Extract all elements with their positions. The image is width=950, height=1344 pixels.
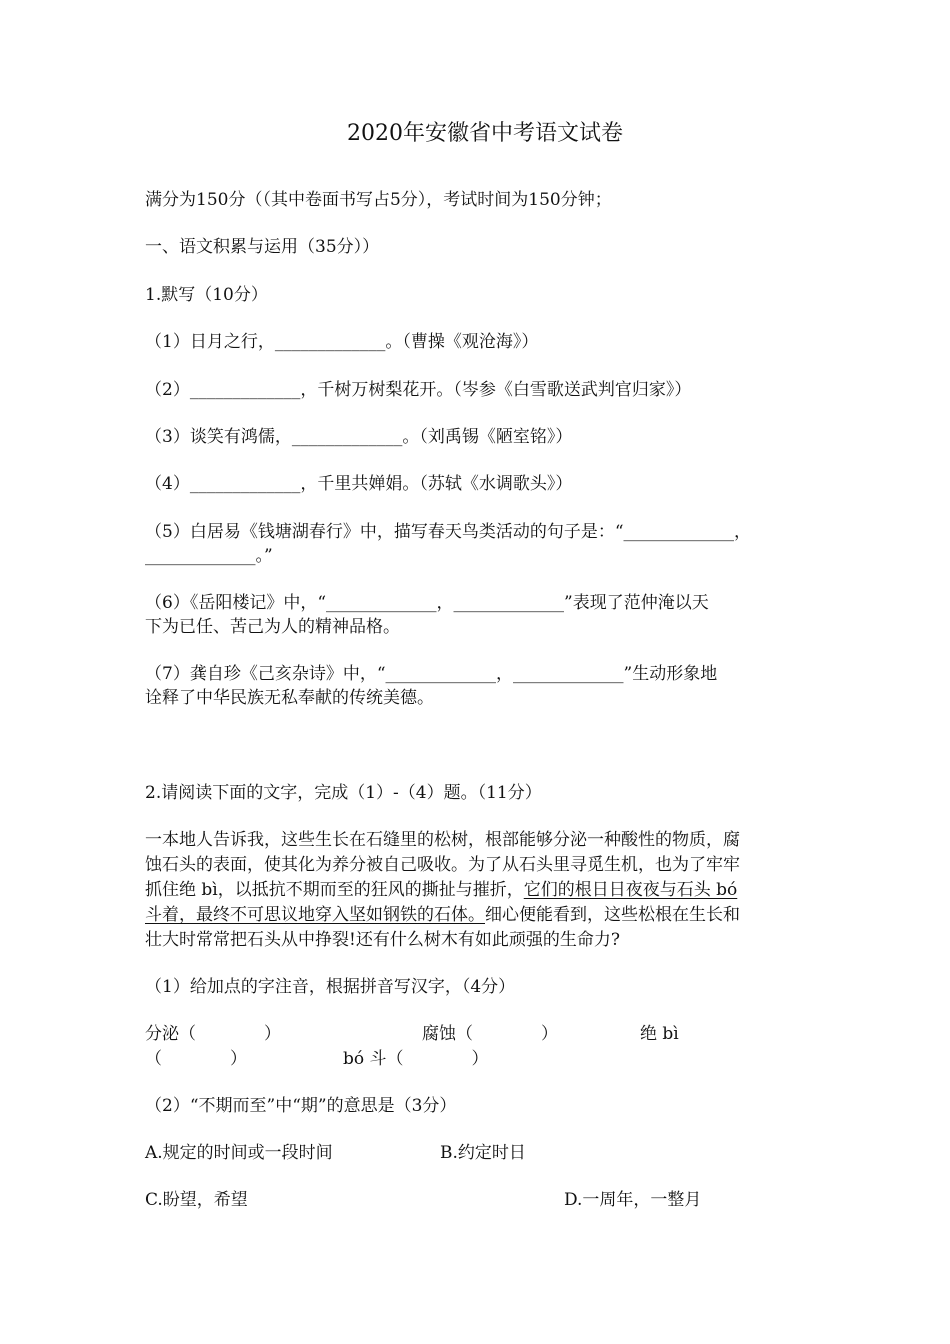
- question-1-item: 诠释了中华民族无私奉献的传统美德。: [145, 688, 434, 708]
- sub-question-2-heading: （2）“不期而至”中“期”的意思是（3分）: [145, 1096, 457, 1116]
- passage-line: [145, 903, 740, 927]
- section-heading: 一、语文积累与运用（35分））: [145, 237, 380, 257]
- question-1-item: （4）_____________，千里共婵娟。（苏轼《水调歌头》）: [145, 474, 573, 494]
- underlined-sentence: 斗着，最终不可思议地穿入坚如钢铁的石体。: [145, 905, 485, 925]
- pinyin-blank-d: （ ）: [145, 1049, 247, 1069]
- pinyin-blank-a: 分泌（ ）: [145, 1024, 281, 1044]
- question-1-item: （1）日月之行，_____________。（曹操《观沧海》）: [145, 332, 539, 352]
- exam-intro: 满分为150分（（其中卷面书写占5分），考试时间为150分钟；: [145, 190, 612, 210]
- pinyin-blank-b: 腐蚀（ ）: [422, 1024, 558, 1044]
- question-1-item: （3）谈笑有鸿儒，_____________。（刘禹锡《陋室铭》）: [145, 427, 573, 447]
- option-b: B.约定时日: [440, 1143, 526, 1163]
- underlined-sentence: 它们的根日日夜夜与石头 bó: [523, 880, 738, 900]
- exam-title: 2020年安徽省中考语文试卷: [347, 121, 623, 146]
- question-1-item: （2）_____________，千树万树梨花开。（岑参《白雪歌送武判官归家》）: [145, 380, 692, 400]
- question-1-item: （7）龚自珍《己亥杂诗》中，“_____________，_____________”生动形象地: [145, 664, 718, 684]
- option-a: A.规定的时间或一段时间: [145, 1143, 333, 1163]
- passage-text: 抓住绝 bì，以抵抗不期而至的狂风的撕扯与摧折，: [145, 880, 524, 900]
- pinyin-blank-c: 绝 bì: [640, 1024, 679, 1044]
- option-c: C.盼望，希望: [145, 1190, 248, 1210]
- question-2-heading: 2.请阅读下面的文字，完成（1）-（4）题。（11分）: [145, 783, 542, 803]
- question-1-item: （6）《岳阳楼记》中，“_____________，_____________”表现了范仲淹以天: [145, 593, 709, 613]
- question-1-item: （5）白居易《钱塘湖春行》中，描写春天鸟类活动的句子是：“_____________，: [145, 522, 752, 542]
- passage-line: [145, 878, 737, 902]
- sub-question-1-heading: （1）给加点的字注音，根据拼音写汉字，（4分）: [145, 977, 516, 997]
- passage-text: 细心便能看到，这些松根在生长和: [485, 905, 740, 925]
- question-1-item: _____________。”: [145, 546, 273, 566]
- question-1-item: 下为已任、苦己为人的精神品格。: [145, 617, 400, 637]
- passage-line: 一本地人告诉我，这些生长在石缝里的松树，根部能够分泌一种酸性的物质，腐: [145, 830, 740, 850]
- passage-line: 蚀石头的表面，使其化为养分被自己吸收。为了从石头里寻觅生机，也为了牢牢: [145, 855, 740, 875]
- passage-line: 壮大时常常把石头从中挣裂!还有什么树木有如此顽强的生命力?: [145, 930, 620, 950]
- option-d: D.一周年，一整月: [564, 1190, 702, 1210]
- pinyin-blank-e: bó 斗（ ）: [343, 1049, 489, 1069]
- question-1-heading: 1.默写（10分）: [145, 285, 268, 305]
